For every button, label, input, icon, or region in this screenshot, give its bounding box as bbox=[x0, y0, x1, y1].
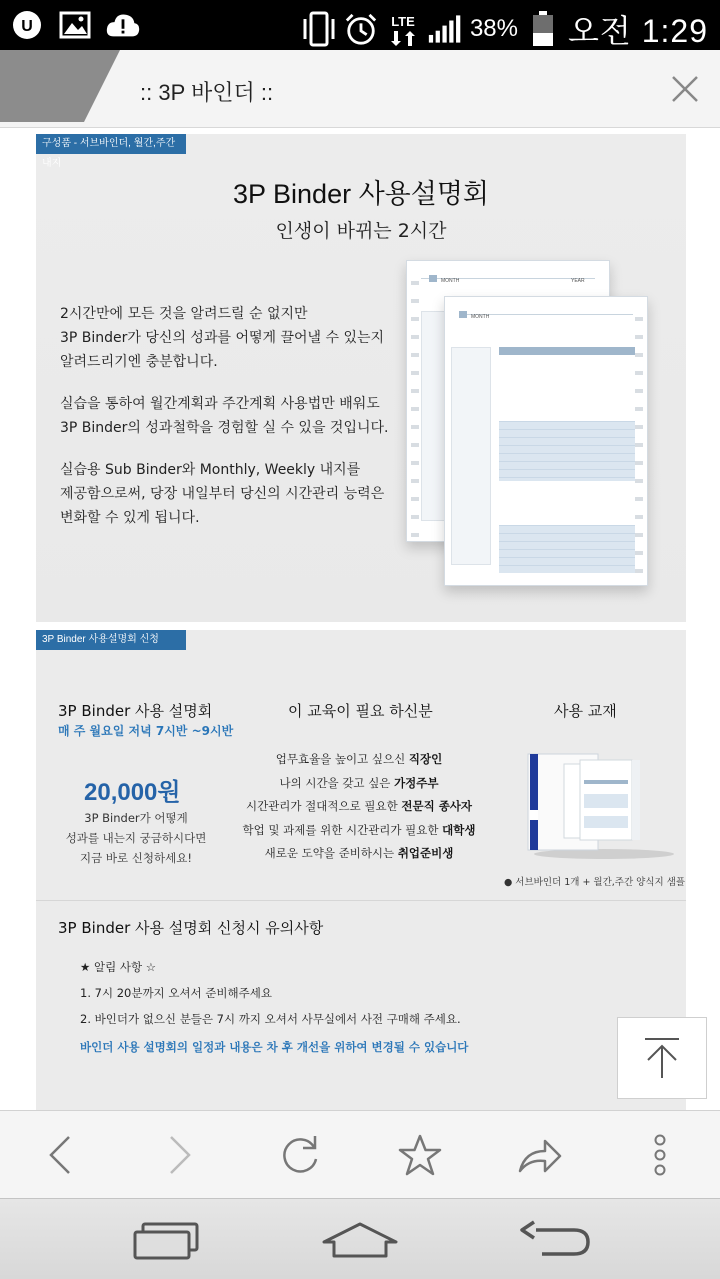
home-button[interactable] bbox=[320, 1215, 400, 1265]
back-nav-button[interactable] bbox=[514, 1215, 594, 1265]
svg-text:MON: MON bbox=[513, 356, 525, 362]
scroll-to-top-button[interactable] bbox=[617, 1017, 707, 1099]
close-button[interactable] bbox=[668, 72, 702, 106]
price-description: 3P Binder가 어떻게 성과를 내는지 궁금하시다면 지금 바로 신청하세요! bbox=[65, 811, 207, 865]
close-icon bbox=[668, 72, 702, 106]
back-arrow-icon bbox=[516, 1220, 592, 1260]
list-item: 시간관리가 절대적으로 필요한 전문직 종사자 bbox=[245, 799, 473, 813]
application-tag: 3P Binder 사용설명회 신청 bbox=[36, 630, 186, 650]
list-item: 새로운 도약을 준비하시는 취업준비생 bbox=[264, 846, 454, 860]
notice-title: 3P Binder 사용 설명회 신청시 유의사항 bbox=[58, 919, 324, 937]
intro-paragraph-2: 실습을 통하여 월간계획과 주간계획 사용법만 배워도 3P Binder의 성과철학을 경험할 실 수 있을 것입니다. bbox=[60, 396, 389, 436]
seminar-title: 3P Binder 사용설명회 bbox=[233, 179, 489, 209]
materials-caption: ● 서브바인더 1개 + 월간,주간 양식지 샘플 bbox=[504, 877, 686, 888]
notice-card bbox=[36, 900, 686, 1110]
intro-paragraph-1: 2시간만에 모든 것을 알려드릴 순 없지만 3P Binder가 당신의 성과를 어떻게 끌어낼 수 있는지 알려드리기엔 충분합니다. bbox=[60, 306, 385, 370]
cloud-alert-icon bbox=[106, 9, 140, 41]
signal-icon bbox=[428, 13, 462, 45]
title-bar-accent bbox=[0, 50, 120, 122]
home-icon bbox=[320, 1220, 400, 1260]
materials-title: 사용 교재 bbox=[554, 702, 617, 720]
browser-toolbar bbox=[0, 1110, 720, 1198]
notice-change-warning: 바인더 사용 설명회의 일정과 내용은 차 후 개선을 위하여 변경될 수 있습니다 bbox=[80, 1040, 469, 1054]
list-item: 업무효율을 높이고 싶으신 직장인 bbox=[275, 752, 443, 766]
chevron-right-icon bbox=[165, 1134, 195, 1176]
list-item: 학업 및 과제를 위한 시간관리가 필요한 대학생 bbox=[242, 822, 476, 837]
notice-item-1: 1. 7시 20분까지 오셔서 준비해주세요 bbox=[80, 986, 272, 1000]
seminar-name: 3P Binder 사용 설명회 bbox=[58, 702, 213, 720]
battery-icon bbox=[526, 13, 560, 45]
materials-image bbox=[524, 750, 674, 860]
vibrate-icon bbox=[302, 13, 336, 45]
uplus-app-icon bbox=[10, 9, 44, 41]
bookmark-button[interactable] bbox=[396, 1131, 444, 1179]
status-bar bbox=[0, 0, 720, 50]
seminar-schedule: 매 주 월요일 저녁 7시반 ~9시반 bbox=[58, 724, 234, 738]
svg-text:U: U bbox=[21, 18, 33, 35]
recent-apps-icon bbox=[131, 1220, 201, 1260]
share-arrow-icon bbox=[517, 1135, 563, 1175]
svg-text:LTE: LTE bbox=[391, 14, 415, 29]
svg-text:MONTH: MONTH bbox=[471, 314, 490, 320]
more-vertical-icon bbox=[650, 1133, 670, 1177]
list-item: 나의 시간을 갖고 싶은 가정주부 bbox=[279, 775, 439, 790]
overflow-menu-button[interactable] bbox=[636, 1131, 684, 1179]
svg-text:WED: WED bbox=[607, 356, 619, 362]
share-button[interactable] bbox=[516, 1131, 564, 1179]
application-card bbox=[36, 630, 686, 900]
svg-text:TUE: TUE bbox=[561, 356, 571, 362]
intro-paragraph-3: 실습용 Sub Binder와 Monthly, Weekly 내지를 제공함으로써, 당장 내일부터 당신의 시간관리 능력은 변화할 수 있게 됩니다. bbox=[60, 462, 385, 526]
chevron-left-icon bbox=[45, 1134, 75, 1176]
target-audience-title: 이 교육이 필요 하신분 bbox=[288, 702, 433, 720]
forward-button[interactable] bbox=[156, 1131, 204, 1179]
notice-heading: ★ 알림 사항 ☆ bbox=[80, 960, 157, 974]
recent-apps-button[interactable] bbox=[126, 1215, 206, 1265]
clock: 오전 1:29 bbox=[568, 13, 708, 49]
intro-card bbox=[36, 134, 686, 622]
lte-icon bbox=[386, 13, 420, 45]
components-tag: 구성품 - 서브바인더, 월간,주간 내지 bbox=[36, 134, 186, 154]
seminar-subtitle: 인생이 바뀌는 2시간 bbox=[275, 220, 447, 242]
refresh-button[interactable] bbox=[276, 1131, 324, 1179]
star-icon bbox=[397, 1133, 443, 1177]
alarm-icon bbox=[344, 13, 378, 45]
web-content[interactable] bbox=[0, 128, 720, 1110]
page-title: :: 3P 바인더 :: bbox=[140, 80, 274, 105]
system-navigation-bar bbox=[0, 1198, 720, 1279]
svg-text:YEAR: YEAR bbox=[571, 278, 585, 284]
target-audience-list bbox=[224, 748, 494, 866]
back-button[interactable] bbox=[36, 1131, 84, 1179]
seminar-price: 20,000원 bbox=[84, 779, 181, 806]
notice-item-2: 2. 바인더가 없으신 분들은 7시 까지 오셔서 사무실에서 사전 구매해 주세요. bbox=[80, 1012, 461, 1026]
arrow-up-icon bbox=[642, 1036, 682, 1080]
weekly-planner-image bbox=[444, 296, 648, 586]
gallery-icon bbox=[58, 9, 92, 41]
refresh-icon bbox=[278, 1133, 322, 1177]
title-bar bbox=[0, 50, 720, 128]
battery-percent: 38% bbox=[469, 15, 518, 42]
svg-text:MONTH: MONTH bbox=[441, 278, 460, 284]
